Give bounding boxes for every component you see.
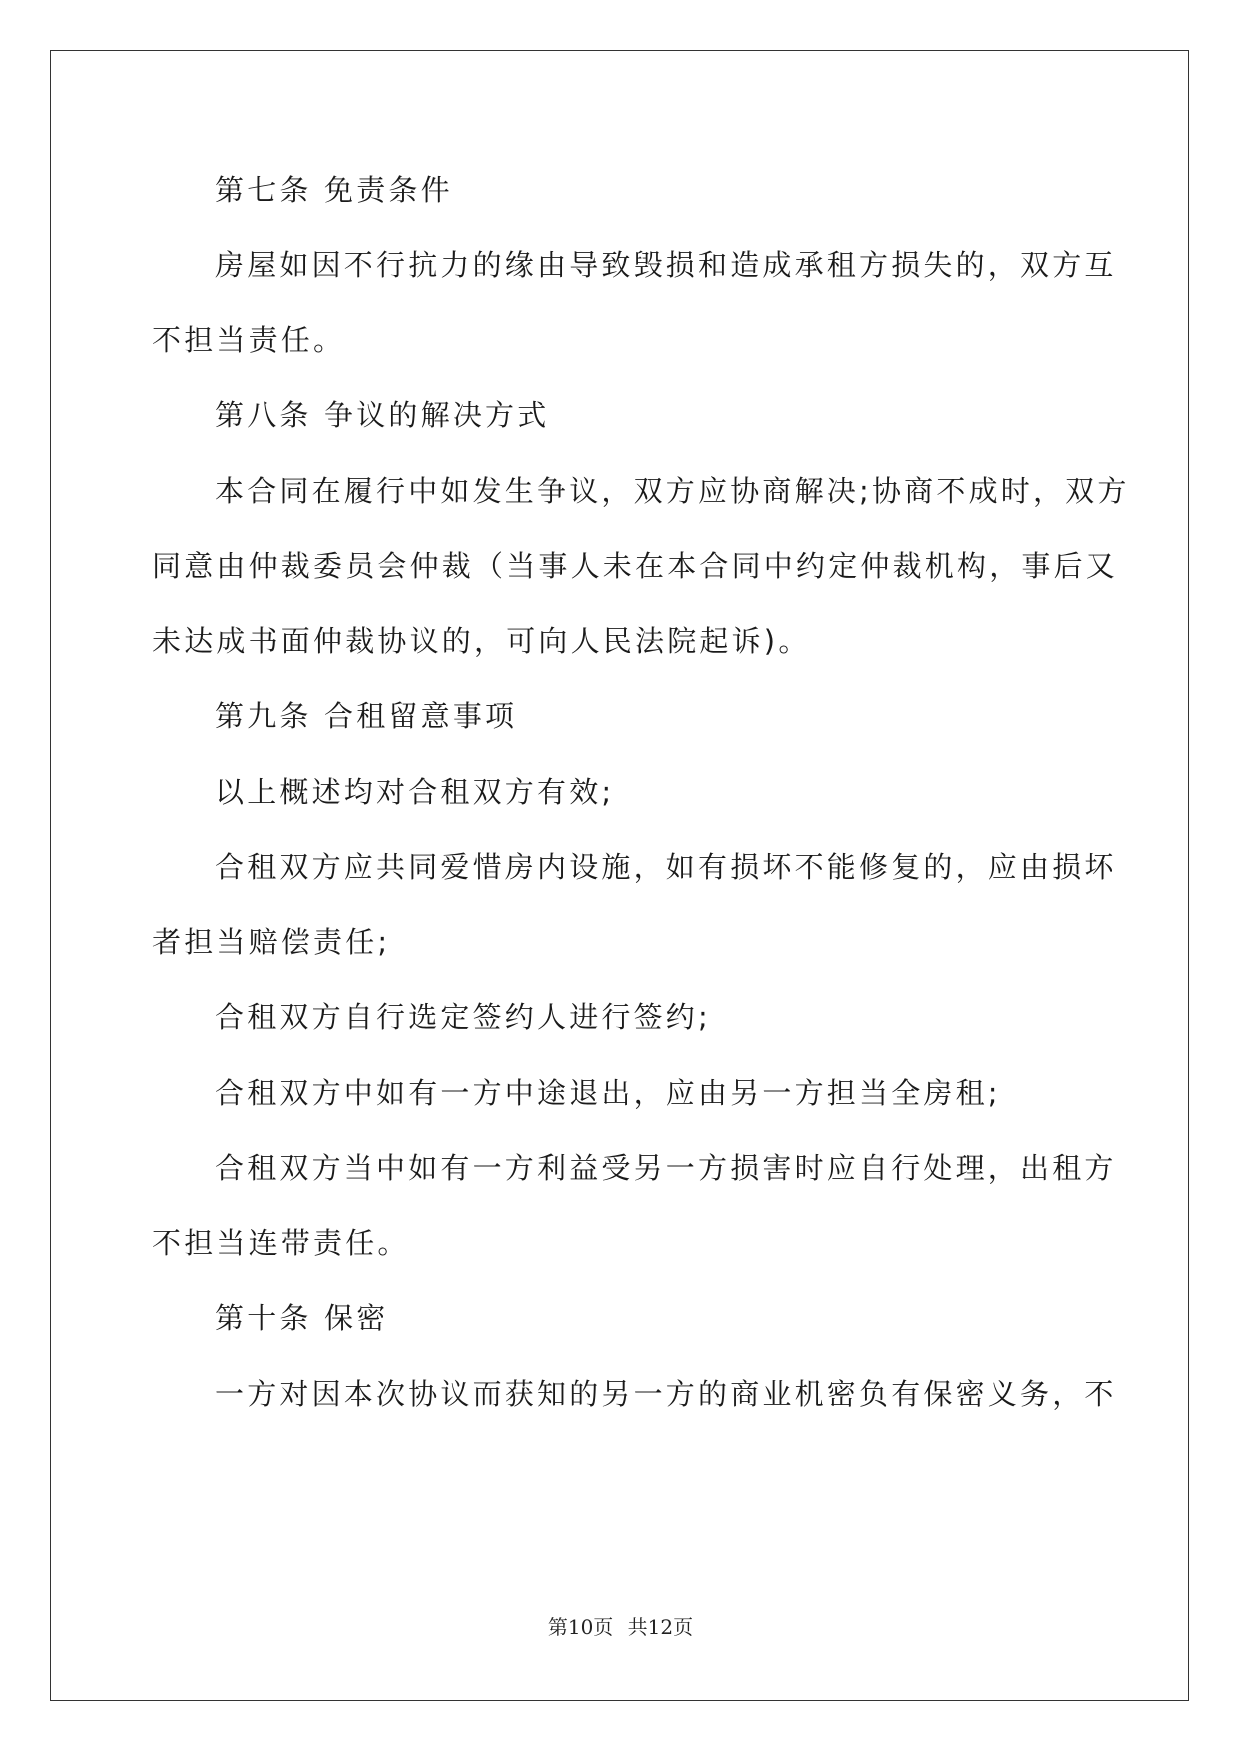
article-10-heading: 第十条 保密 [215, 1301, 389, 1335]
paragraph-line: 房屋如因不行抗力的缘由导致毁损和造成承租方损失的，双方互 [215, 248, 1117, 282]
paragraph-line: 合租双方当中如有一方利益受另一方损害时应自行处理，出租方 [215, 1151, 1117, 1185]
page-total: 共12页 [627, 1615, 694, 1639]
article-9-heading: 第九条 合租留意事项 [215, 699, 518, 733]
paragraph-line: 合租双方自行选定签约人进行签约; [215, 1000, 711, 1034]
article-8-heading: 第八条 争议的解决方式 [215, 398, 550, 432]
paragraph-line: 合租双方应共同爱惜房内设施，如有损坏不能修复的，应由损坏 [215, 850, 1117, 884]
paragraph-line: 同意由仲裁委员会仲裁（当事人未在本合同中约定仲裁机构，事后又 [152, 549, 1119, 583]
paragraph-line: 合租双方中如有一方中途退出，应由另一方担当全房租; [215, 1076, 1001, 1110]
page-footer [0, 1613, 1241, 1641]
paragraph-line: 以上概述均对合租双方有效; [215, 775, 615, 809]
article-7-heading: 第七条 免责条件 [215, 173, 453, 207]
paragraph-line: 者担当赔偿责任; [152, 925, 391, 959]
paragraph-line: 不担当责任。 [152, 323, 346, 357]
paragraph-line: 一方对因本次协议而获知的另一方的商业机密负有保密义务，不 [215, 1377, 1117, 1411]
paragraph-line: 不担当连带责任。 [152, 1226, 410, 1260]
paragraph-line: 本合同在履行中如发生争议，双方应协商解决;协商不成时，双方 [215, 474, 1130, 508]
page-current: 第10页 [547, 1615, 614, 1639]
paragraph-line: 未达成书面仲裁协议的，可向人民法院起诉)。 [152, 624, 811, 658]
